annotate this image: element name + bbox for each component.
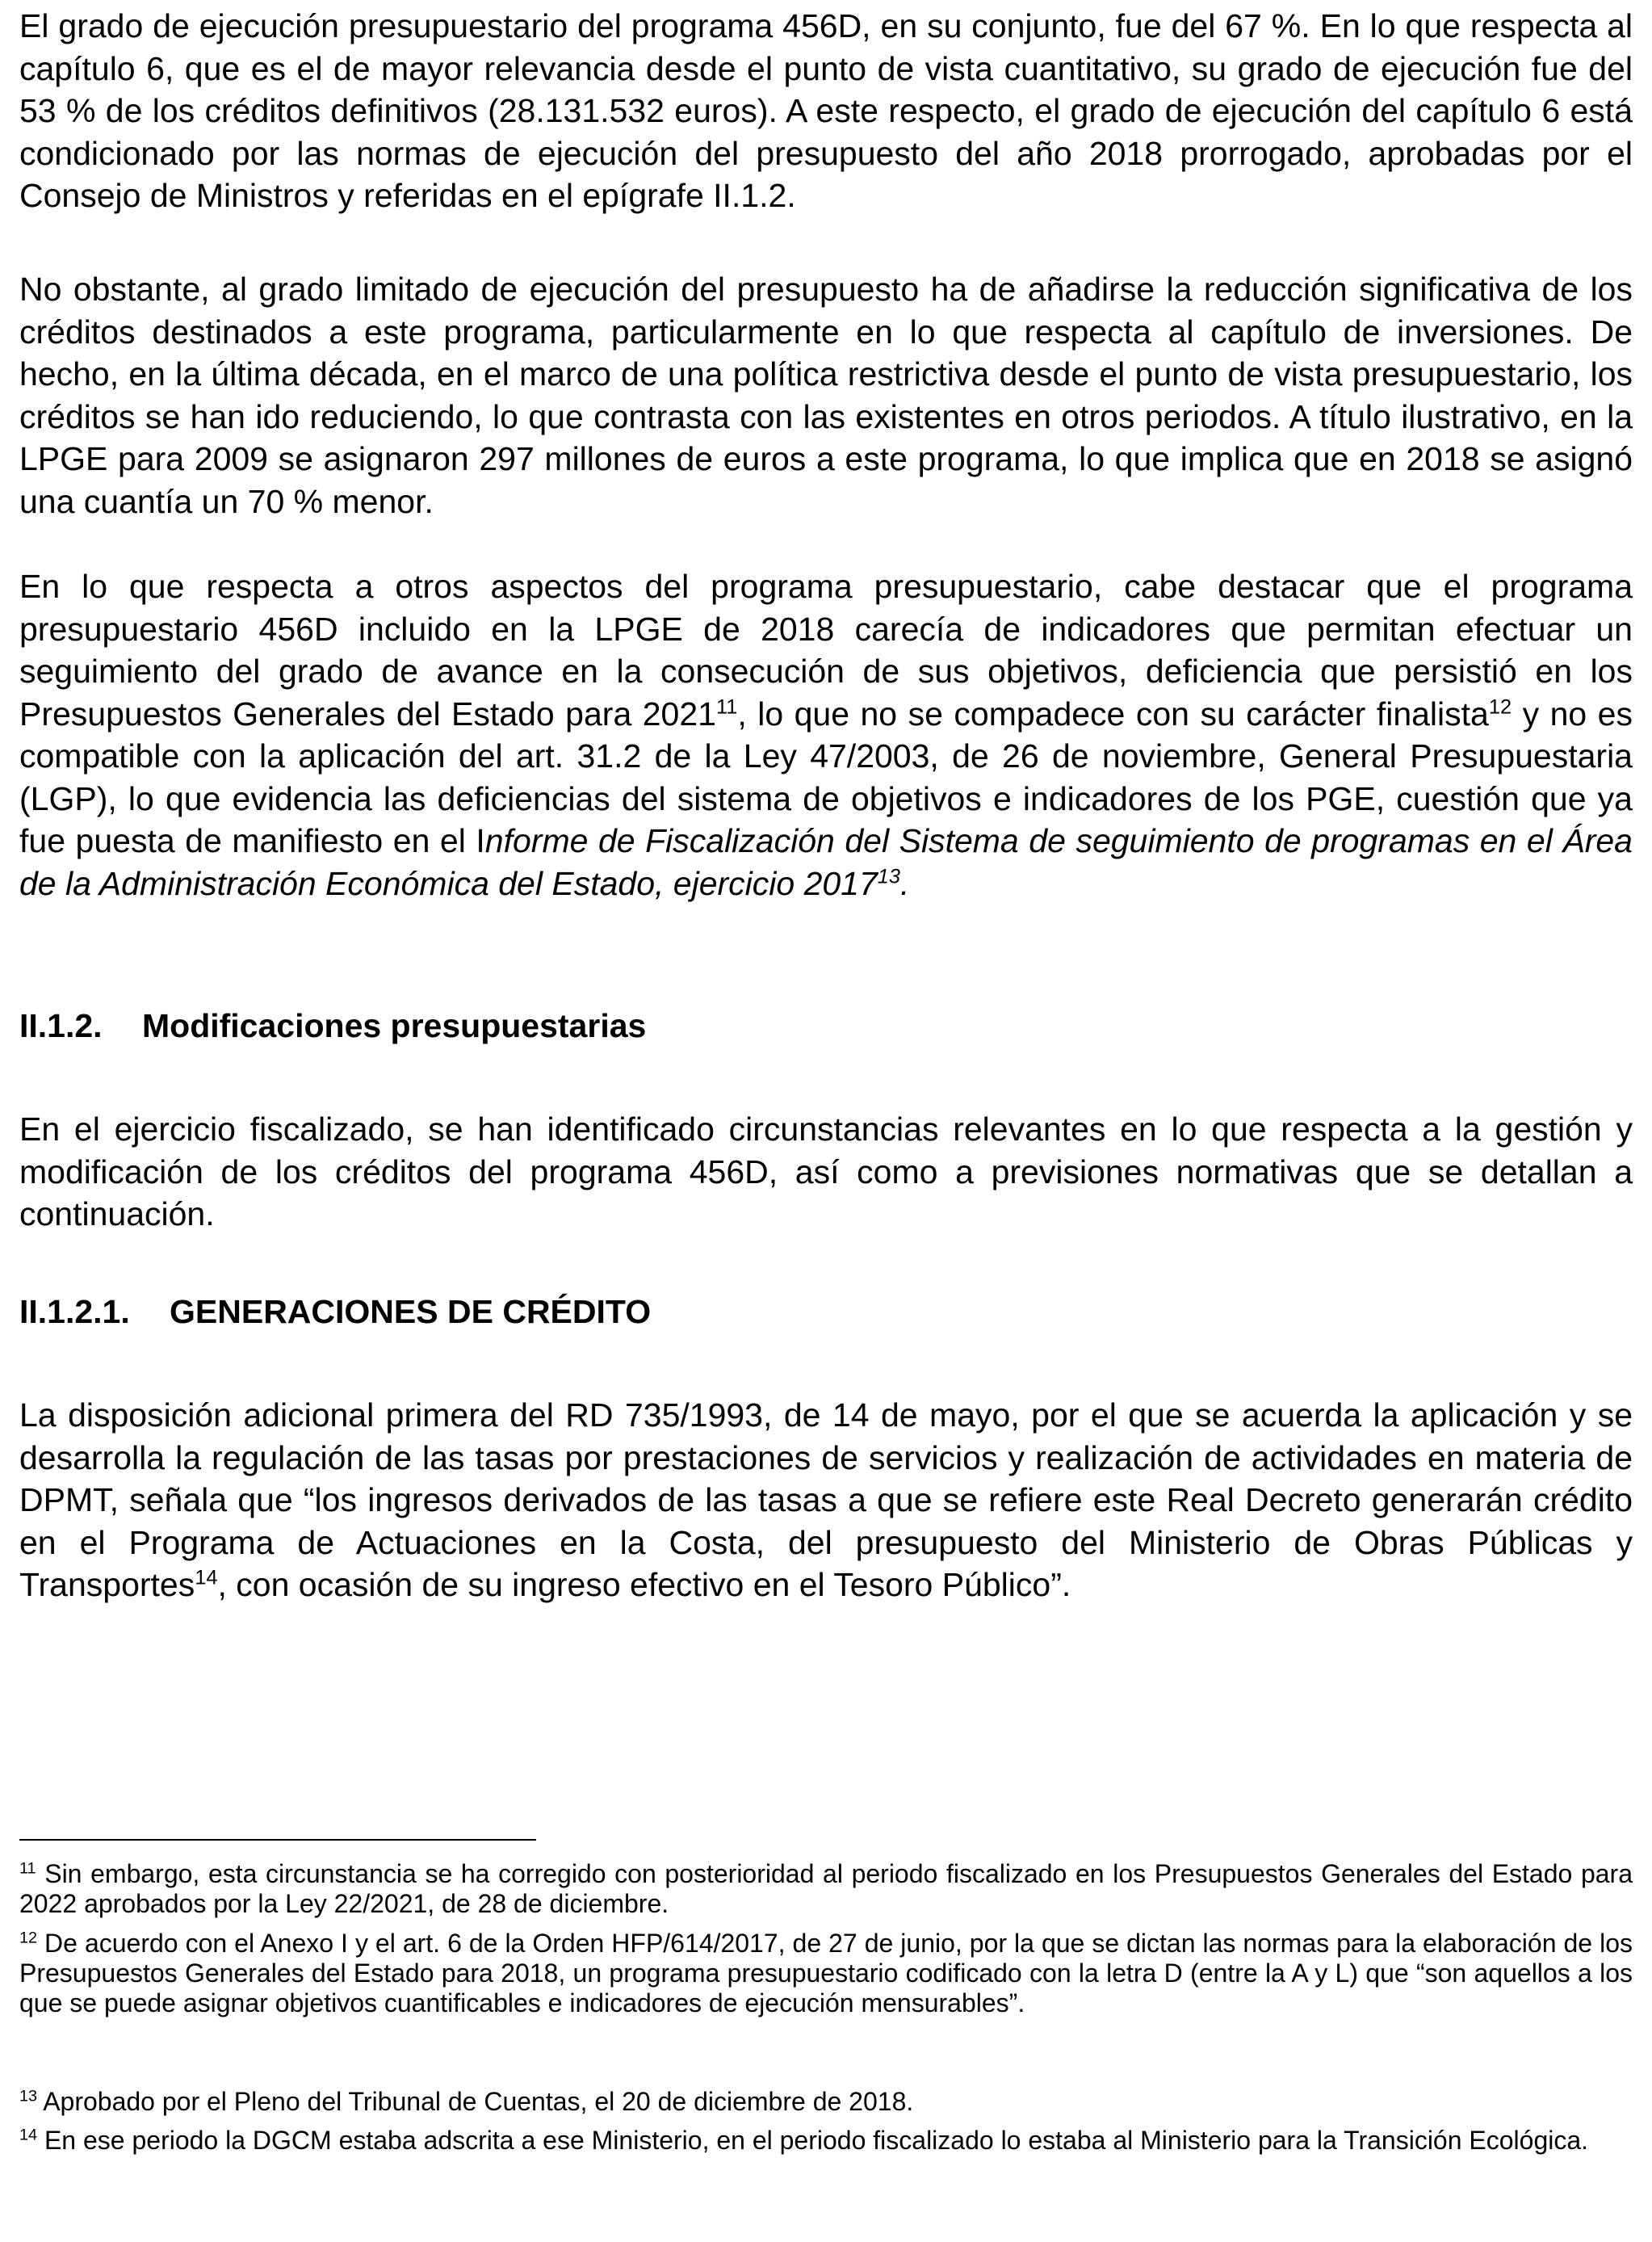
footnote-ref-12[interactable]: 12 bbox=[1488, 695, 1512, 718]
p3-text-a: En lo que respecta a otros aspectos del programa presupuestario, cabe destacar que el programa presupuestario 456D incluido en la LPGE de 2018 carecía de indicadores que permitan efectuar un seguimiento del grado de avance en la consecución de sus objetivos, deficiencia que persistió en los Presupuestos Generales del Estado para 2021 bbox=[19, 568, 1633, 733]
footnote-number: 14 bbox=[19, 2126, 38, 2144]
footnote-13 bbox=[19, 2087, 1633, 2117]
footnote-ref-13[interactable]: 13 bbox=[877, 864, 901, 888]
subsection-title: GENERACIONES DE CRÉDITO bbox=[170, 1293, 652, 1330]
p3-italic-text: nforme de Fiscalización del Sistema de seguimiento de programas en el Área de la Administración Económica del Estado, ejercicio 2017 bbox=[19, 822, 1633, 902]
footnote-number: 11 bbox=[19, 1859, 36, 1878]
p3-italic-end: . bbox=[900, 864, 910, 902]
footnote-12 bbox=[19, 1929, 1633, 2018]
p5-text-b: , con ocasión de su ingreso efectivo en el Tesoro Público”. bbox=[217, 1566, 1071, 1603]
subsection-heading bbox=[19, 1291, 651, 1333]
paragraph-credit-generation bbox=[19, 1394, 1633, 1606]
footnote-number: 12 bbox=[19, 1929, 38, 1947]
footnote-separator bbox=[19, 1839, 536, 1841]
footnote-ref-11[interactable]: 11 bbox=[715, 695, 738, 718]
paragraph-execution-degree: El grado de ejecución presupuestario del programa 456D, en su conjunto, fue del 67 %. En lo que respecta al capítulo 6, que es el de mayor relevancia desde el punto de vista cuantitativo, su grado de ejecución fue del 53 % de los créditos definitivos (28.131.532 euros). A este respecto, el grado de ejecución del capítulo 6 está condicionado por las normas de ejecución del presupuesto del año 2018 prorrogado, aprobadas por el Consejo de Ministros y referidas en el epígrafe II.1.2. bbox=[19, 7, 1633, 214]
footnote-11 bbox=[19, 1859, 1633, 1919]
p5-text-a: La disposición adicional primera del RD 735/1993, de 14 de mayo, por el que se acuerda la aplicación y se desarrolla la regulación de las tasas por prestaciones de servicios y realización de actividades en materia de DPMT, señala que “los ingresos derivados de las tasas a que se refiere este Real Decreto generarán crédito en el Programa de Actuaciones en la Costa, del presupuesto del Ministerio de Obras Públicas y Transportes bbox=[19, 1396, 1633, 1603]
paragraph-modifications-intro: En el ejercicio fiscalizado, se han identificado circunstancias relevantes en lo que respecta a la gestión y modificación de los créditos del programa 456D, así como a previsiones normativas que se detallan a continuación. bbox=[19, 1111, 1633, 1232]
footnote-text: Sin embargo, esta circunstancia se ha corregido con posterioridad al periodo fiscalizado en los Presupuestos Generales del Estado para 2022 aprobados por la Ley 22/2021, de 28 de diciembre. bbox=[19, 1859, 1633, 1918]
section-number: II.1.2. bbox=[19, 1007, 103, 1044]
p3-text-b: , lo que no se compadece con su carácter finalista bbox=[737, 695, 1489, 733]
section-title: Modificaciones presupuestarias bbox=[142, 1007, 647, 1044]
p3-text-c: y no es compatible con la aplicación del art. 31.2 de la Ley 47/2003, de 26 de noviembre, General Presupuestaria (LGP), lo que evidencia las deficiencias del sistema de objetivos e indicadores de los PGE, cuestión que ya fue puesta de manifiesto en el I bbox=[19, 695, 1633, 859]
footnote-ref-14[interactable]: 14 bbox=[195, 1566, 218, 1589]
paragraph-credit-reduction: No obstante, al grado limitado de ejecución del presupuesto ha de añadirse la reducción significativa de los créditos destinados a este programa, particularmente en lo que respecta al capítulo de inversiones. De hecho, en la última década, en el marco de una política restrictiva desde el punto de vista presupuestario, los créditos se han ido reduciendo, lo que contrasta con las existentes en otros periodos. A título ilustrativo, en la LPGE para 2009 se asignaron 297 millones de euros a este programa, lo que implica que en 2018 se asignó una cuantía un 70 % menor. bbox=[19, 271, 1633, 520]
footnote-text: En ese periodo la DGCM estaba adscrita a ese Ministerio, en el periodo fiscalizado lo estaba al Ministerio para la Transición Ecológica. bbox=[37, 2126, 1589, 2155]
section-heading bbox=[19, 1005, 646, 1047]
footnote-14 bbox=[19, 2126, 1633, 2156]
footnote-text: Aprobado por el Pleno del Tribunal de Cuentas, el 20 de diciembre de 2018. bbox=[37, 2087, 914, 2116]
footnote-text: De acuerdo con el Anexo I y el art. 6 de la Orden HFP/614/2017, de 27 de junio, por la que se dictan las normas para la elaboración de los Presupuestos Generales del Estado para 2018, un programa presupuestario codificado con la letra D (entre la A y L) que “son aquellos a los que se puede asignar objetivos cuantificables e indicadores de ejecución mensurables”. bbox=[19, 1929, 1633, 2017]
footnote-number: 13 bbox=[19, 2087, 38, 2106]
paragraph-program-indicators bbox=[19, 565, 1633, 905]
subsection-number: II.1.2.1. bbox=[19, 1293, 130, 1330]
